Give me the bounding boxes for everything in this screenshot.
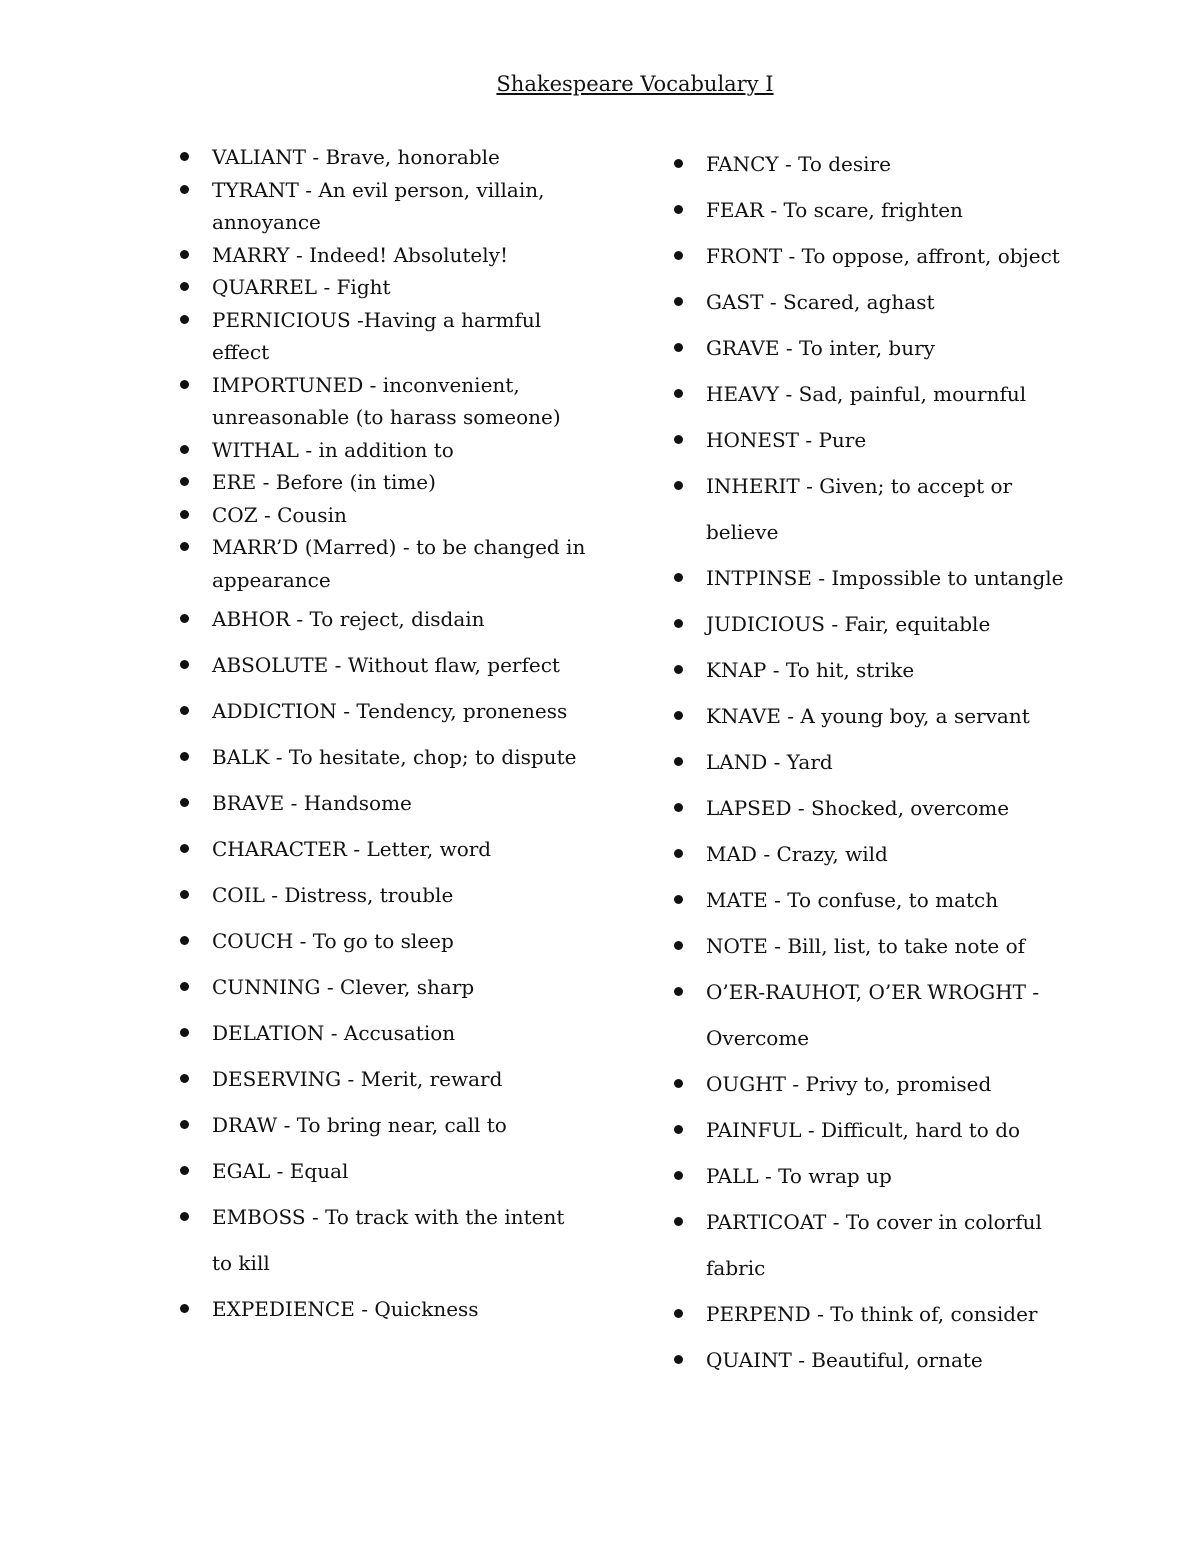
vocabulary-item xyxy=(672,555,1082,601)
vocabulary-item xyxy=(672,1107,1082,1153)
vocabulary-item xyxy=(178,1194,588,1286)
vocabulary-term: GRAVE xyxy=(706,336,780,360)
vocabulary-definition: - Yard xyxy=(773,750,833,774)
vocabulary-item xyxy=(672,923,1082,969)
vocabulary-item xyxy=(672,417,1082,463)
vocabulary-item xyxy=(672,279,1082,325)
vocabulary-definition: - To desire xyxy=(784,152,891,176)
vocabulary-term: O’ER-RAUHOT, O’ER WROGHT xyxy=(706,980,1027,1004)
vocabulary-item xyxy=(178,1056,588,1102)
vocabulary-item xyxy=(672,141,1082,187)
vocabulary-definition: -Having a harmful effect xyxy=(212,307,542,364)
left-vocabulary-column xyxy=(178,141,588,1332)
vocabulary-definition: - Handsome xyxy=(290,791,412,815)
vocabulary-item xyxy=(178,964,588,1010)
vocabulary-definition: - To wrap up xyxy=(765,1164,892,1188)
vocabulary-item xyxy=(672,739,1082,785)
vocabulary-term: PALL xyxy=(706,1164,759,1188)
vocabulary-definition: - Accusation xyxy=(330,1021,456,1045)
vocabulary-item xyxy=(178,734,588,780)
vocabulary-item xyxy=(178,271,588,304)
vocabulary-definition: - Impossible to untangle xyxy=(818,566,1064,590)
vocabulary-item xyxy=(178,596,588,642)
vocabulary-definition: - Bill, list, to take note of xyxy=(774,934,1026,958)
vocabulary-term: OUGHT xyxy=(706,1072,787,1096)
vocabulary-term: INHERIT xyxy=(706,474,800,498)
vocabulary-item xyxy=(672,1291,1082,1337)
vocabulary-definition: - Without flaw, perfect xyxy=(334,653,560,677)
vocabulary-term: MAD xyxy=(706,842,757,866)
vocabulary-term: MARR’D xyxy=(212,535,299,559)
vocabulary-term: MATE xyxy=(706,888,768,912)
vocabulary-definition: - Beautiful, ornate xyxy=(798,1348,983,1372)
vocabulary-definition: - To confuse, to match xyxy=(774,888,999,912)
vocabulary-definition: - in addition to xyxy=(305,437,454,462)
vocabulary-term: PERPEND xyxy=(706,1302,811,1326)
vocabulary-term: ADDICTION xyxy=(212,699,337,723)
vocabulary-item xyxy=(178,239,588,272)
vocabulary-item xyxy=(178,499,588,532)
vocabulary-definition: - Scared, aghast xyxy=(769,290,935,314)
vocabulary-term: BRAVE xyxy=(212,791,285,815)
vocabulary-definition: - Clever, sharp xyxy=(326,975,475,999)
vocabulary-term: PERNICIOUS xyxy=(212,307,351,332)
vocabulary-definition: (Marred) - to be changed in appearance xyxy=(212,535,586,592)
vocabulary-term: JUDICIOUS xyxy=(706,612,825,636)
vocabulary-item xyxy=(178,1010,588,1056)
vocabulary-item xyxy=(672,1061,1082,1107)
page-title: Shakespeare Vocabulary I xyxy=(496,72,774,96)
vocabulary-term: GAST xyxy=(706,290,764,314)
vocabulary-item xyxy=(178,826,588,872)
left-vocabulary-list xyxy=(178,141,588,1332)
vocabulary-definition: - To think of, consider xyxy=(817,1302,1038,1326)
vocabulary-term: PAINFUL xyxy=(706,1118,802,1142)
vocabulary-item xyxy=(672,601,1082,647)
vocabulary-item xyxy=(178,466,588,499)
vocabulary-item xyxy=(672,693,1082,739)
vocabulary-item xyxy=(672,325,1082,371)
vocabulary-definition: - Before (in time) xyxy=(262,470,436,494)
right-vocabulary-column xyxy=(672,141,1082,1383)
vocabulary-term: MARRY xyxy=(212,242,290,267)
vocabulary-term: EMBOSS xyxy=(212,1205,306,1229)
vocabulary-item xyxy=(178,304,588,369)
vocabulary-definition: - A young boy, a servant xyxy=(787,704,1030,728)
vocabulary-term: HONEST xyxy=(706,428,799,452)
vocabulary-item xyxy=(178,918,588,964)
vocabulary-term: DELATION xyxy=(212,1021,325,1045)
vocabulary-item xyxy=(672,1153,1082,1199)
vocabulary-definition: - Overcome xyxy=(706,980,1040,1050)
vocabulary-item xyxy=(178,642,588,688)
vocabulary-definition: - Shocked, overcome xyxy=(797,796,1010,820)
vocabulary-term: KNAVE xyxy=(706,704,781,728)
vocabulary-item xyxy=(178,141,588,174)
vocabulary-term: LAND xyxy=(706,750,768,774)
vocabulary-definition: - Quickness xyxy=(361,1297,479,1321)
vocabulary-definition: - To cover in colorful fabric xyxy=(706,1210,1042,1280)
vocabulary-definition: - inconvenient, unreasonable (to harass someone) xyxy=(212,372,561,429)
vocabulary-item xyxy=(672,233,1082,279)
vocabulary-term: ABHOR xyxy=(212,607,291,631)
vocabulary-item xyxy=(178,1286,588,1332)
vocabulary-term: FRONT xyxy=(706,244,783,268)
vocabulary-definition: - To go to sleep xyxy=(299,929,454,953)
vocabulary-definition: - To track with the intent to kill xyxy=(212,1205,565,1275)
vocabulary-item xyxy=(178,174,588,239)
vocabulary-definition: - To reject, disdain xyxy=(296,607,485,631)
vocabulary-definition: - Fight xyxy=(323,275,391,299)
vocabulary-definition: - To hesitate, chop; to dispute xyxy=(275,745,577,769)
vocabulary-item xyxy=(672,1199,1082,1291)
vocabulary-term: CHARACTER xyxy=(212,837,347,861)
vocabulary-definition: - Indeed! Absolutely! xyxy=(296,242,509,267)
vocabulary-term: CUNNING xyxy=(212,975,321,999)
vocabulary-item xyxy=(672,1337,1082,1383)
vocabulary-term: NOTE xyxy=(706,934,768,958)
vocabulary-term: COIL xyxy=(212,883,265,907)
vocabulary-term: PARTICOAT xyxy=(706,1210,827,1234)
vocabulary-definition: - Crazy, wild xyxy=(763,842,888,866)
vocabulary-term: FANCY xyxy=(706,152,779,176)
vocabulary-item xyxy=(672,463,1082,555)
vocabulary-item xyxy=(178,688,588,734)
vocabulary-item xyxy=(178,434,588,467)
vocabulary-definition: - To scare, frighten xyxy=(770,198,963,222)
vocabulary-term: QUARREL xyxy=(212,275,318,299)
vocabulary-item xyxy=(178,1148,588,1194)
vocabulary-term: COUCH xyxy=(212,929,294,953)
vocabulary-term: ABSOLUTE xyxy=(212,653,329,677)
vocabulary-item xyxy=(672,831,1082,877)
vocabulary-item xyxy=(178,1102,588,1148)
right-vocabulary-list xyxy=(672,141,1082,1383)
vocabulary-definition: - To hit, strike xyxy=(772,658,915,682)
vocabulary-definition: - Distress, trouble xyxy=(271,883,454,907)
vocabulary-item xyxy=(672,187,1082,233)
vocabulary-term: WITHAL xyxy=(212,437,299,462)
vocabulary-term: ERE xyxy=(212,470,257,494)
vocabulary-definition: - Fair, equitable xyxy=(831,612,991,636)
vocabulary-item xyxy=(672,371,1082,417)
vocabulary-term: INTPINSE xyxy=(706,566,812,590)
vocabulary-term: QUAINT xyxy=(706,1348,792,1372)
vocabulary-item xyxy=(672,969,1082,1061)
vocabulary-definition: - Given; to accept or believe xyxy=(706,474,1013,544)
vocabulary-definition: - Privy to, promised xyxy=(792,1072,992,1096)
vocabulary-item xyxy=(672,785,1082,831)
vocabulary-term: BALK xyxy=(212,745,270,769)
vocabulary-item xyxy=(178,369,588,434)
vocabulary-definition: - Letter, word xyxy=(353,837,492,861)
vocabulary-definition: - Sad, painful, mournful xyxy=(785,382,1027,406)
vocabulary-term: FEAR xyxy=(706,198,764,222)
vocabulary-term: HEAVY xyxy=(706,382,780,406)
vocabulary-term: KNAP xyxy=(706,658,767,682)
vocabulary-definition: - Difficult, hard to do xyxy=(807,1118,1021,1142)
vocabulary-term: DESERVING xyxy=(212,1067,342,1091)
vocabulary-item xyxy=(672,647,1082,693)
vocabulary-term: VALIANT xyxy=(212,145,306,169)
vocabulary-term: IMPORTUNED xyxy=(212,372,364,397)
vocabulary-definition: - Tendency, proneness xyxy=(343,699,568,723)
vocabulary-term: TYRANT xyxy=(212,177,299,202)
vocabulary-item xyxy=(178,780,588,826)
vocabulary-definition: - Brave, honorable xyxy=(312,145,500,169)
vocabulary-item xyxy=(672,877,1082,923)
vocabulary-item xyxy=(178,872,588,918)
vocabulary-definition: - Pure xyxy=(805,428,867,452)
vocabulary-term: LAPSED xyxy=(706,796,792,820)
vocabulary-term: EXPEDIENCE xyxy=(212,1297,355,1321)
vocabulary-term: EGAL xyxy=(212,1159,271,1183)
vocabulary-definition: - Merit, reward xyxy=(347,1067,503,1091)
vocabulary-definition: - Cousin xyxy=(263,502,347,527)
vocabulary-term: DRAW xyxy=(212,1113,278,1137)
vocabulary-definition: - To oppose, affront, object xyxy=(788,244,1060,268)
vocabulary-definition: - Equal xyxy=(276,1159,349,1183)
vocabulary-definition: - To inter, bury xyxy=(785,336,935,360)
vocabulary-definition: - To bring near, call to xyxy=(283,1113,507,1137)
vocabulary-item xyxy=(178,531,588,596)
vocabulary-definition: - An evil person, villain, annoyance xyxy=(212,177,545,234)
vocabulary-term: COZ xyxy=(212,502,258,527)
